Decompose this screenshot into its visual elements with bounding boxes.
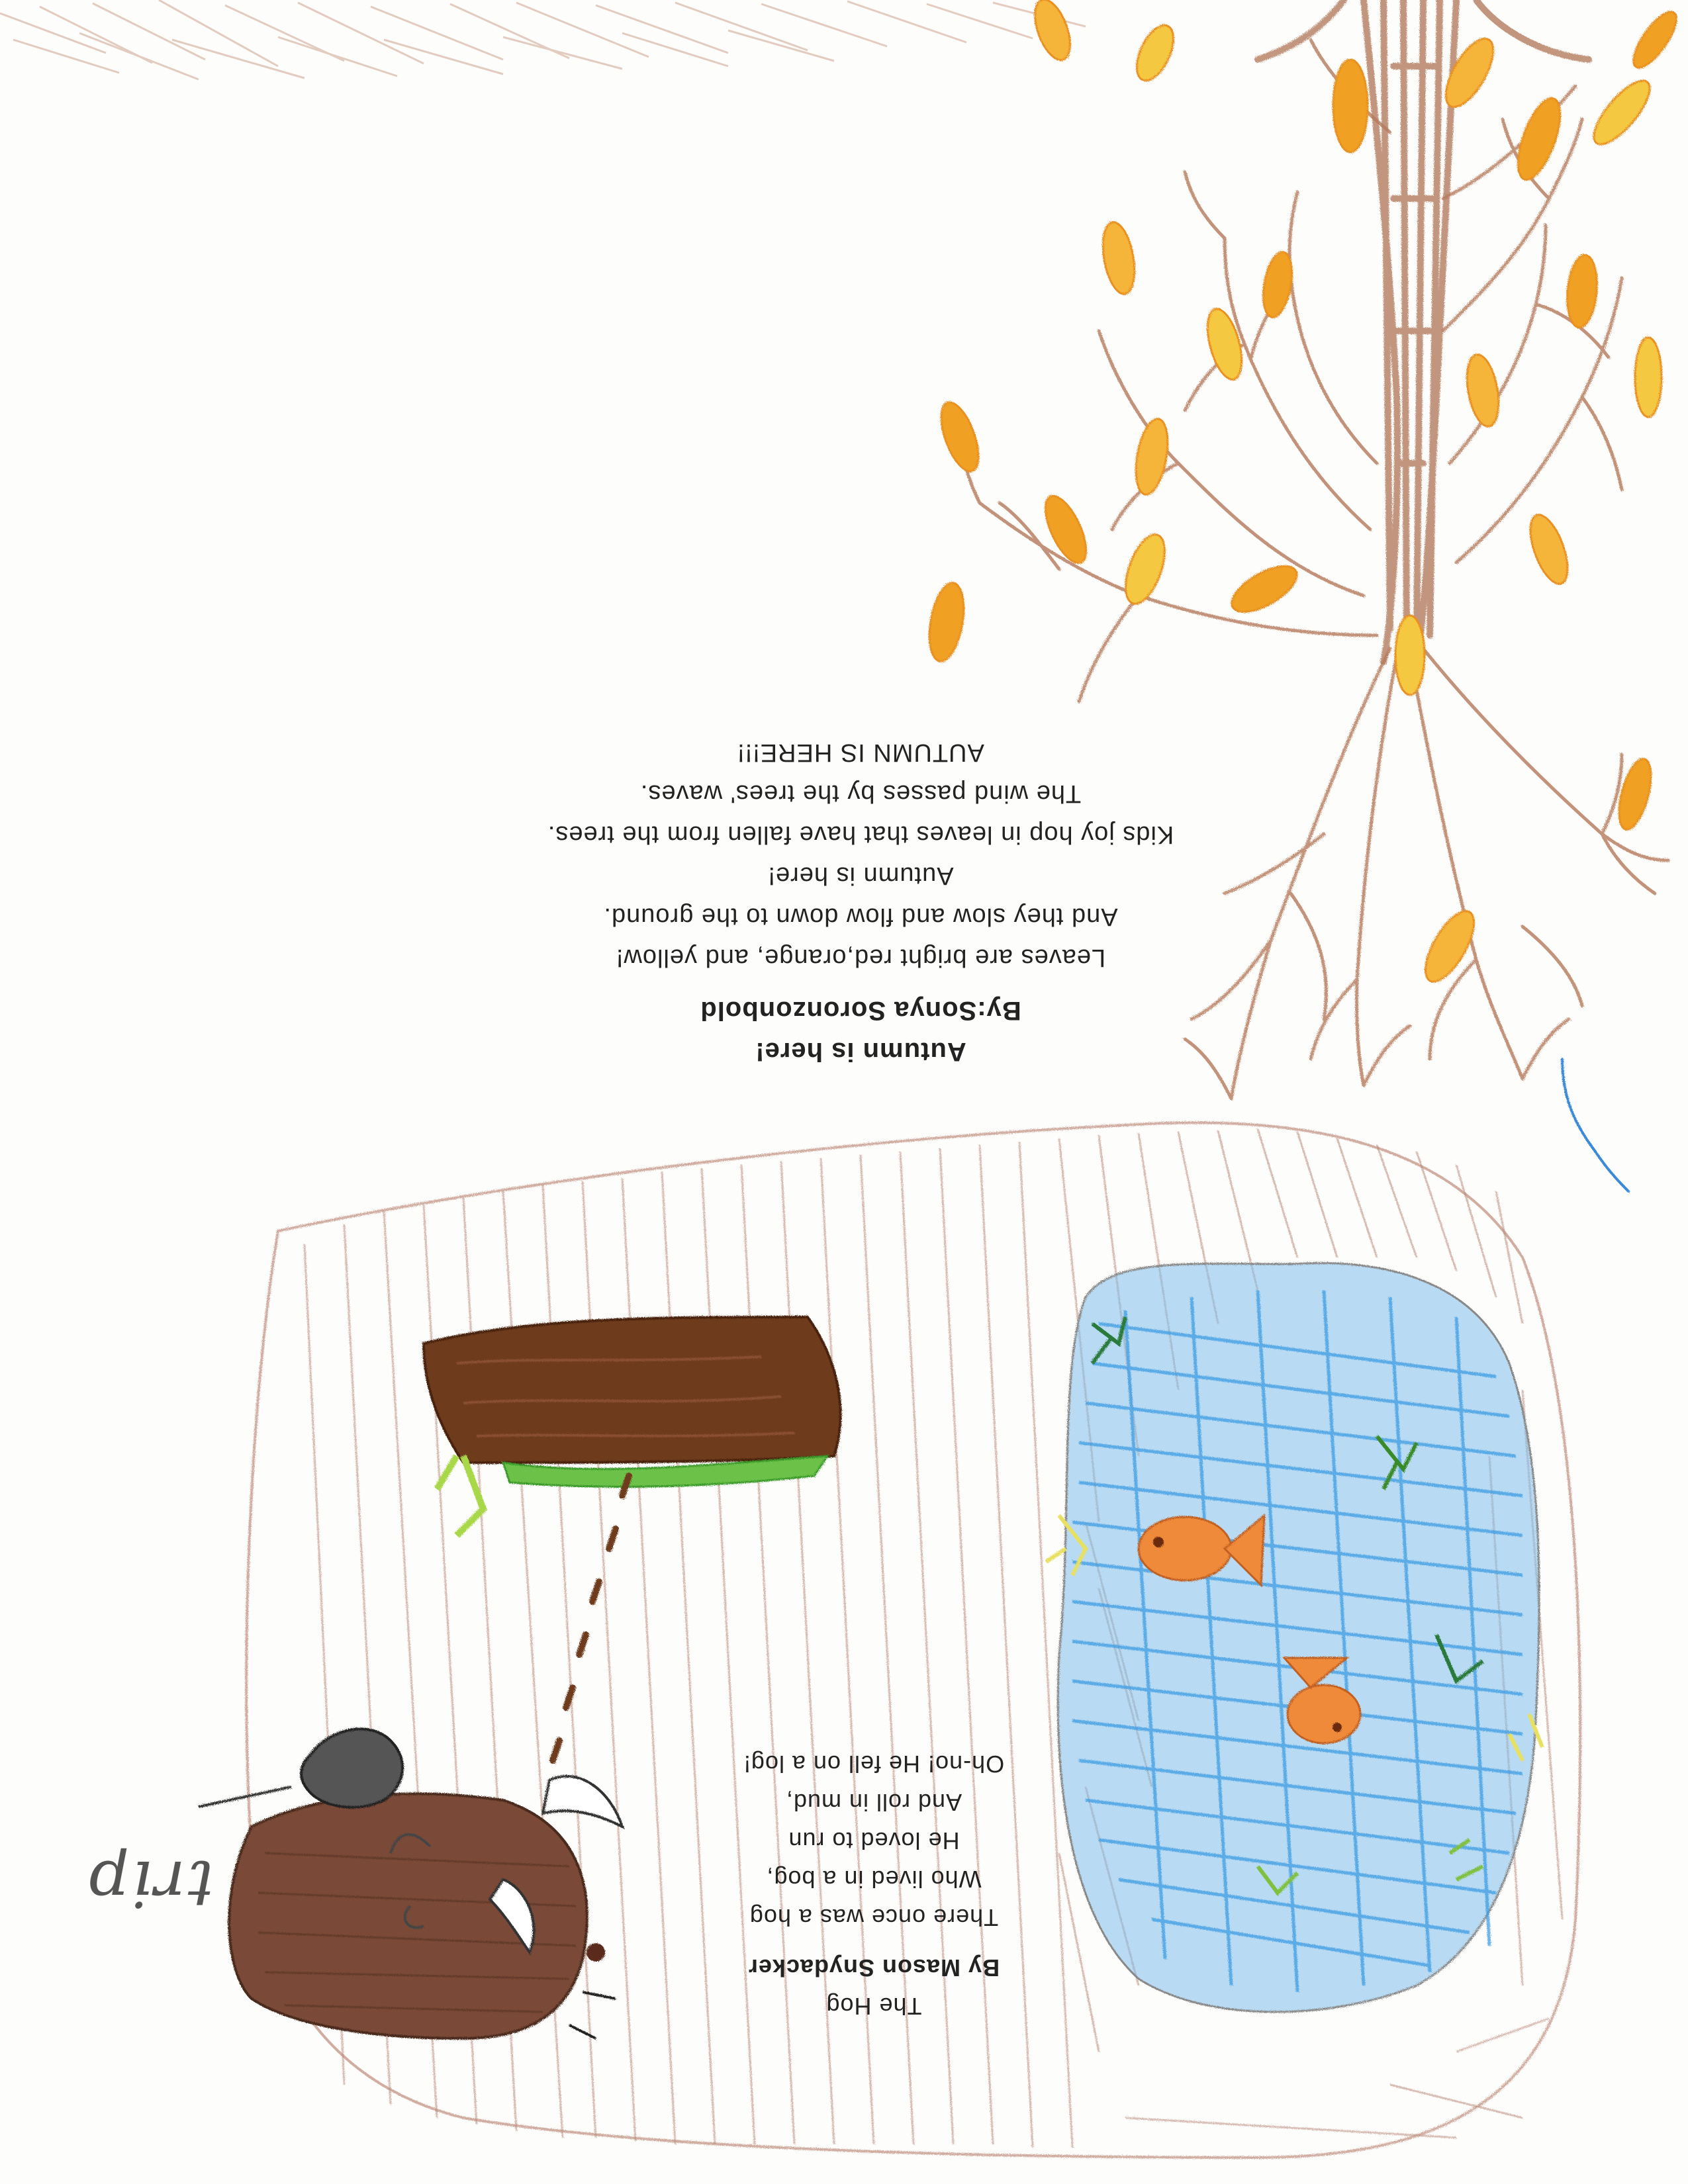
pond — [1046, 1263, 1542, 2012]
handwritten-trip: trip — [86, 1846, 214, 1921]
hog-eye — [586, 1943, 605, 1962]
hog-poem-line: Who lived in a bog, — [766, 1866, 982, 1893]
hog — [229, 1776, 622, 2038]
hog-poem-title: The Hog — [825, 1993, 922, 2020]
autumn-poem-line: The wind passes by the trees' waves. — [639, 780, 1082, 807]
dotted-trail — [553, 1476, 629, 1760]
autumn-poem-line: Kids joy hop in leaves that have fallen from the trees. — [547, 821, 1174, 848]
rock — [301, 1729, 402, 1807]
autumn-poem-line: Leaves are bright red,orange, and yellow! — [615, 944, 1106, 972]
hog-poem-byline: By Mason Snydacker — [747, 1954, 1000, 1981]
log-body — [424, 1317, 841, 1463]
hog-tusk-upper — [543, 1776, 622, 1827]
hog-poem-line: There once was a hog — [749, 1904, 999, 1931]
autumn-poem-line: And they slow and flow down to the ground. — [603, 903, 1118, 931]
hog-poem-line: Oh-no! He fell on a log! — [743, 1751, 1005, 1778]
blue-pencil-line — [1562, 1059, 1628, 1191]
top-edge-scribbles — [0, 0, 1086, 79]
autumn-poem-line: AUTUMN IS HERE!!! — [737, 739, 984, 766]
autumn-poem — [437, 675, 1284, 1072]
autumn-poem-line: Autumn is here! — [767, 862, 954, 889]
hog-poem-line: And roll in mud, — [785, 1789, 962, 1816]
autumn-poem-byline: By:Sonya Soronzonbold — [700, 996, 1021, 1025]
hog-poem — [662, 1641, 1086, 2025]
log — [424, 1317, 841, 1535]
hog-poem-line: He loved to run — [788, 1827, 960, 1854]
autumn-poem-title: Autumn is here! — [755, 1037, 966, 1066]
